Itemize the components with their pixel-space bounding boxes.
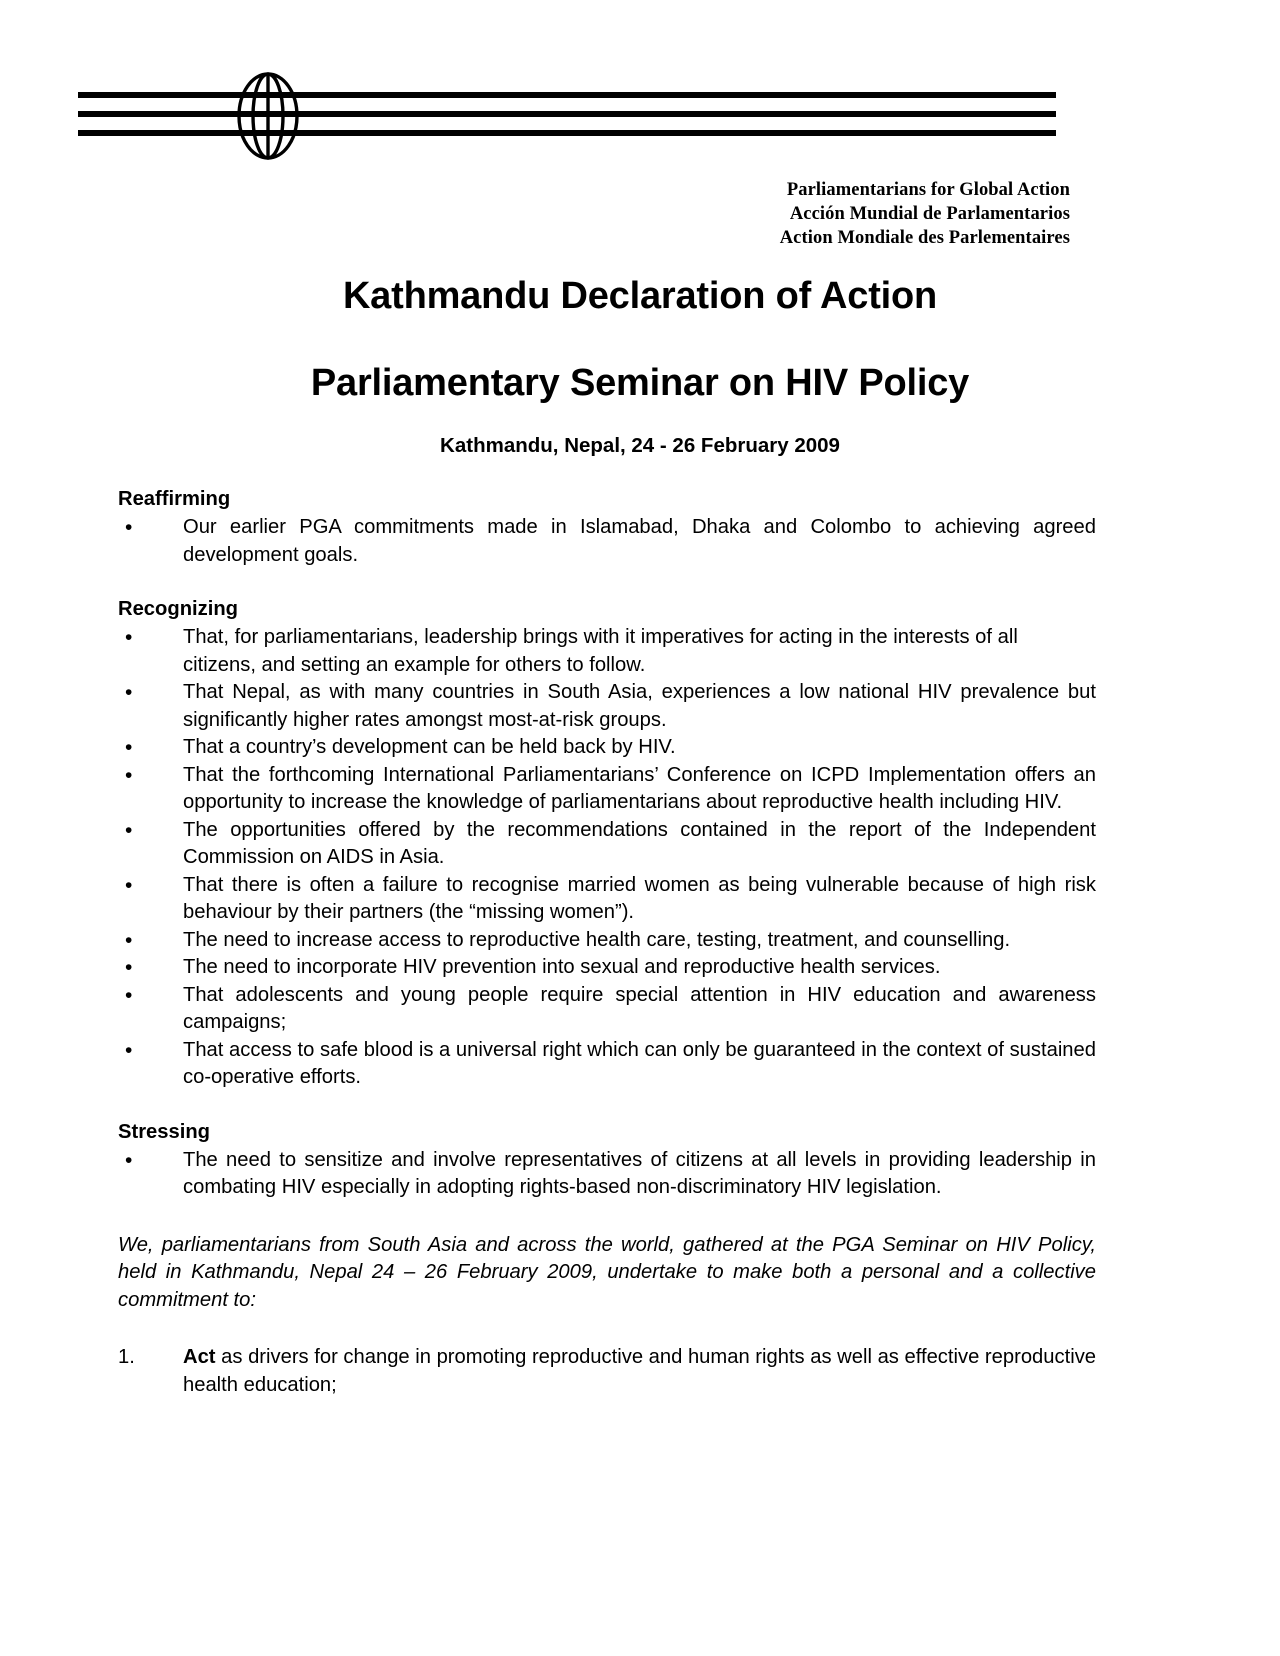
letterhead-rule-1: [78, 92, 1056, 98]
list-item: [118, 872, 1096, 927]
list-item: [118, 1037, 1096, 1092]
list-item-text: The opportunities offered by the recommendations contained in the report of the Independent Commission on AIDS in Asia.: [183, 818, 1096, 868]
bullet-icon: •: [125, 626, 133, 649]
bullet-icon: •: [125, 1148, 133, 1172]
list-item-text: That Nepal, as with many countries in South Asia, experiences a low national HIV prevalence but significantly higher rates amongst most-at-risk groups.: [183, 681, 1096, 731]
bullet-icon: •: [125, 873, 133, 897]
document-body: [118, 486, 1096, 1399]
list-item: [118, 982, 1096, 1037]
list-item-text: That, for parliamentarians, leadership brings with it imperatives for acting in the interests of all citizens, and setting an example for others to follow.: [183, 626, 1018, 676]
event-location-date: Kathmandu, Nepal, 24 - 26 February 2009: [440, 434, 840, 457]
list-item: [118, 514, 1096, 569]
bullet-icon: •: [125, 983, 133, 1007]
list-item-text: That adolescents and young people require special attention in HIV education and awareness campaigns;: [183, 983, 1096, 1033]
section-recognizing: [118, 596, 1096, 1092]
section-spacer: [118, 1314, 1096, 1344]
list-item: [118, 762, 1096, 817]
commitments-list: [118, 1344, 1096, 1399]
section-reaffirming: [118, 486, 1096, 569]
preamble-paragraph: We, parliamentarians from South Asia and across the world, gathered at the PGA Seminar on HIV Policy, held in Kathmandu, Nepal 24 – 26 February 2009, undertake to make both a personal and a collective commitment to:: [118, 1233, 1096, 1311]
section-heading: Recognizing: [118, 598, 239, 620]
bullet-icon: •: [125, 956, 133, 979]
org-name-es: Acción Mundial de Parlamentarios: [789, 204, 1070, 224]
list-item-text: That access to safe blood is a universal right which can only be guaranteed in the context of sustained co-operative efforts.: [183, 1038, 1096, 1088]
document-subtitle: Parliamentary Seminar on HIV Policy: [310, 362, 970, 404]
section-bullet-list: [118, 624, 1096, 1092]
list-item: [118, 1147, 1096, 1202]
section-bullet-list: [118, 514, 1096, 569]
list-item-text: That there is often a failure to recognise married women as being vulnerable because of high risk behaviour by their partners (the “missing women”).: [183, 873, 1096, 923]
section-bullet-list: [118, 1147, 1096, 1202]
list-item: [118, 679, 1096, 734]
bullet-icon: •: [125, 1038, 133, 1062]
bullet-icon: •: [125, 928, 133, 952]
document-title: Kathmandu Declaration of Action: [342, 275, 938, 317]
list-item-text: The need to sensitize and involve representatives of citizens at all levels in providing leadership in combating HIV especially in adopting rights-based non-discriminatory HIV legislation.: [183, 1148, 1096, 1198]
commitment-lead-word: Act: [183, 1346, 216, 1368]
letterhead-rule-2: [78, 111, 1056, 117]
section-heading: Stressing: [118, 1120, 210, 1143]
org-name-fr: Action Mondiale des Parlementaires: [779, 228, 1070, 248]
bullet-icon: •: [125, 736, 133, 759]
section-spacer: [118, 1092, 1096, 1119]
list-item-text: Our earlier PGA commitments made in Islamabad, Dhaka and Colombo to achieving agreed development goals.: [183, 516, 1096, 566]
list-item-text: The need to incorporate HIV prevention into sexual and reproductive health services.: [183, 956, 941, 978]
letterhead-rules: [78, 92, 1056, 134]
bullet-icon: •: [125, 763, 133, 787]
list-item: [118, 927, 1096, 955]
commitment-text: as drivers for change in promoting reproductive and human rights as well as effective reproductive health education;: [183, 1346, 1097, 1396]
list-item: [118, 624, 1096, 679]
list-item: [118, 954, 1096, 982]
section-stressing: [118, 1119, 1096, 1202]
commitment-item: [118, 1344, 1096, 1399]
org-name-en: Parliamentarians for Global Action: [786, 180, 1070, 200]
section-spacer: [118, 1202, 1096, 1232]
section-heading: Reaffirming: [118, 488, 231, 510]
bullet-icon: •: [125, 516, 133, 539]
letterhead-rule-3: [78, 130, 1056, 136]
organization-names: [640, 178, 1070, 250]
bullet-icon: •: [125, 681, 133, 704]
bullet-icon: •: [125, 818, 133, 842]
list-item: [118, 817, 1096, 872]
list-item: [118, 734, 1096, 762]
section-spacer: [118, 569, 1096, 596]
list-item-text: That the forthcoming International Parliamentarians’ Conference on ICPD Implementation offers an opportunity to increase the knowledge of parliamentarians about reproductive health including HIV.: [183, 763, 1096, 813]
letterhead: [78, 72, 1056, 152]
list-item-text: The need to increase access to reproductive health care, testing, treatment, and counselling.: [183, 928, 1011, 951]
commitment-number: 1.: [118, 1346, 135, 1368]
globe-icon: [230, 72, 306, 160]
list-item-text: That a country’s development can be held back by HIV.: [183, 736, 676, 758]
